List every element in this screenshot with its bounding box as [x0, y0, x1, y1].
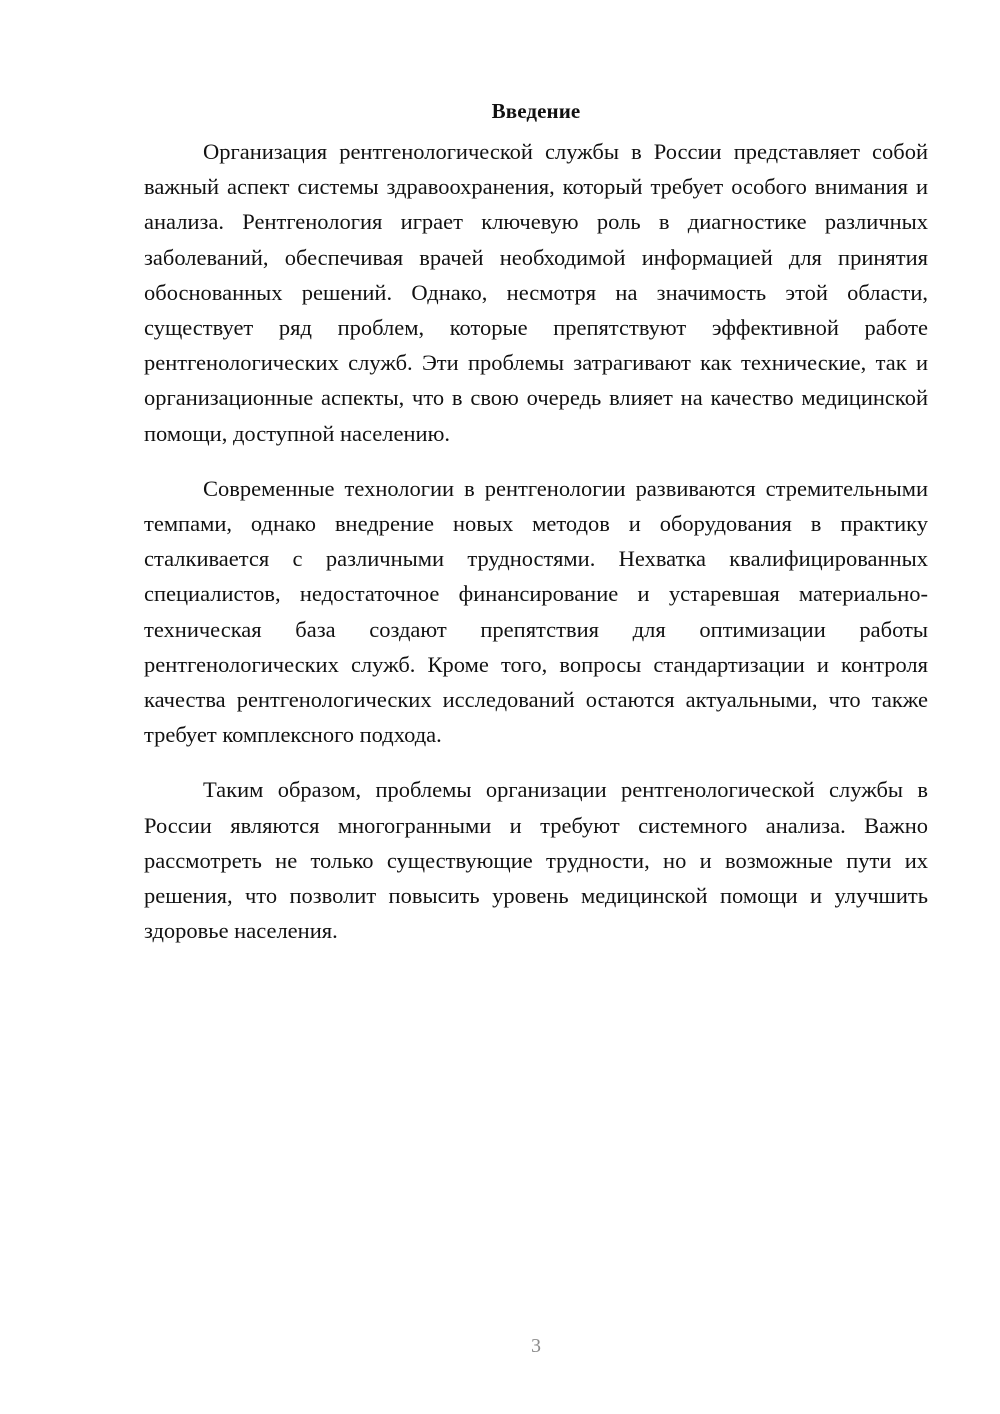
section-heading: Введение — [491, 99, 581, 123]
paragraph-3: Таким образом, проблемы организации рентгенологической службы в России являются многогранными и требуют системного анализа. Важно рассмотреть не только существующие трудности, но и возможные пути их решения, что позволит повысить уровень медицинской помощи и улучшить здоровье населения. — [144, 777, 928, 944]
paragraph-2: Современные технологии в рентгенологии развиваются стремительными темпами, однако внедрение новых методов и оборудования в практику сталкивается с различными трудностями. Нехватка квалифицированных специалистов, недостаточное финансирование и устаревшая материально-техническая база создают препятствия для оптимизации работы рентгенологических служб. Кроме того, вопросы стандартизации и контроля качества рентгенологических исследований остаются актуальными, что также требует комплексного подхода. — [144, 475, 928, 748]
page-content — [144, 96, 928, 968]
paragraph-1: Организация рентгенологической службы в России представляет собой важный аспект системы здравоохранения, который требует особого внимания и анализа. Рентгенология играет ключевую роль в диагностике различных заболеваний, обеспечивая врачей необходимой информацией для принятия обоснованных решений. Однако, несмотря на значимость этой области, существует ряд проблем, которые препятствуют эффективной работе рентгенологических служб. Эти проблемы затрагивают как технические, так и организационные аспекты, что в свою очередь влияет на качество медицинской помощи, доступной населению. — [144, 139, 928, 446]
page-number: 3 — [531, 1335, 541, 1357]
